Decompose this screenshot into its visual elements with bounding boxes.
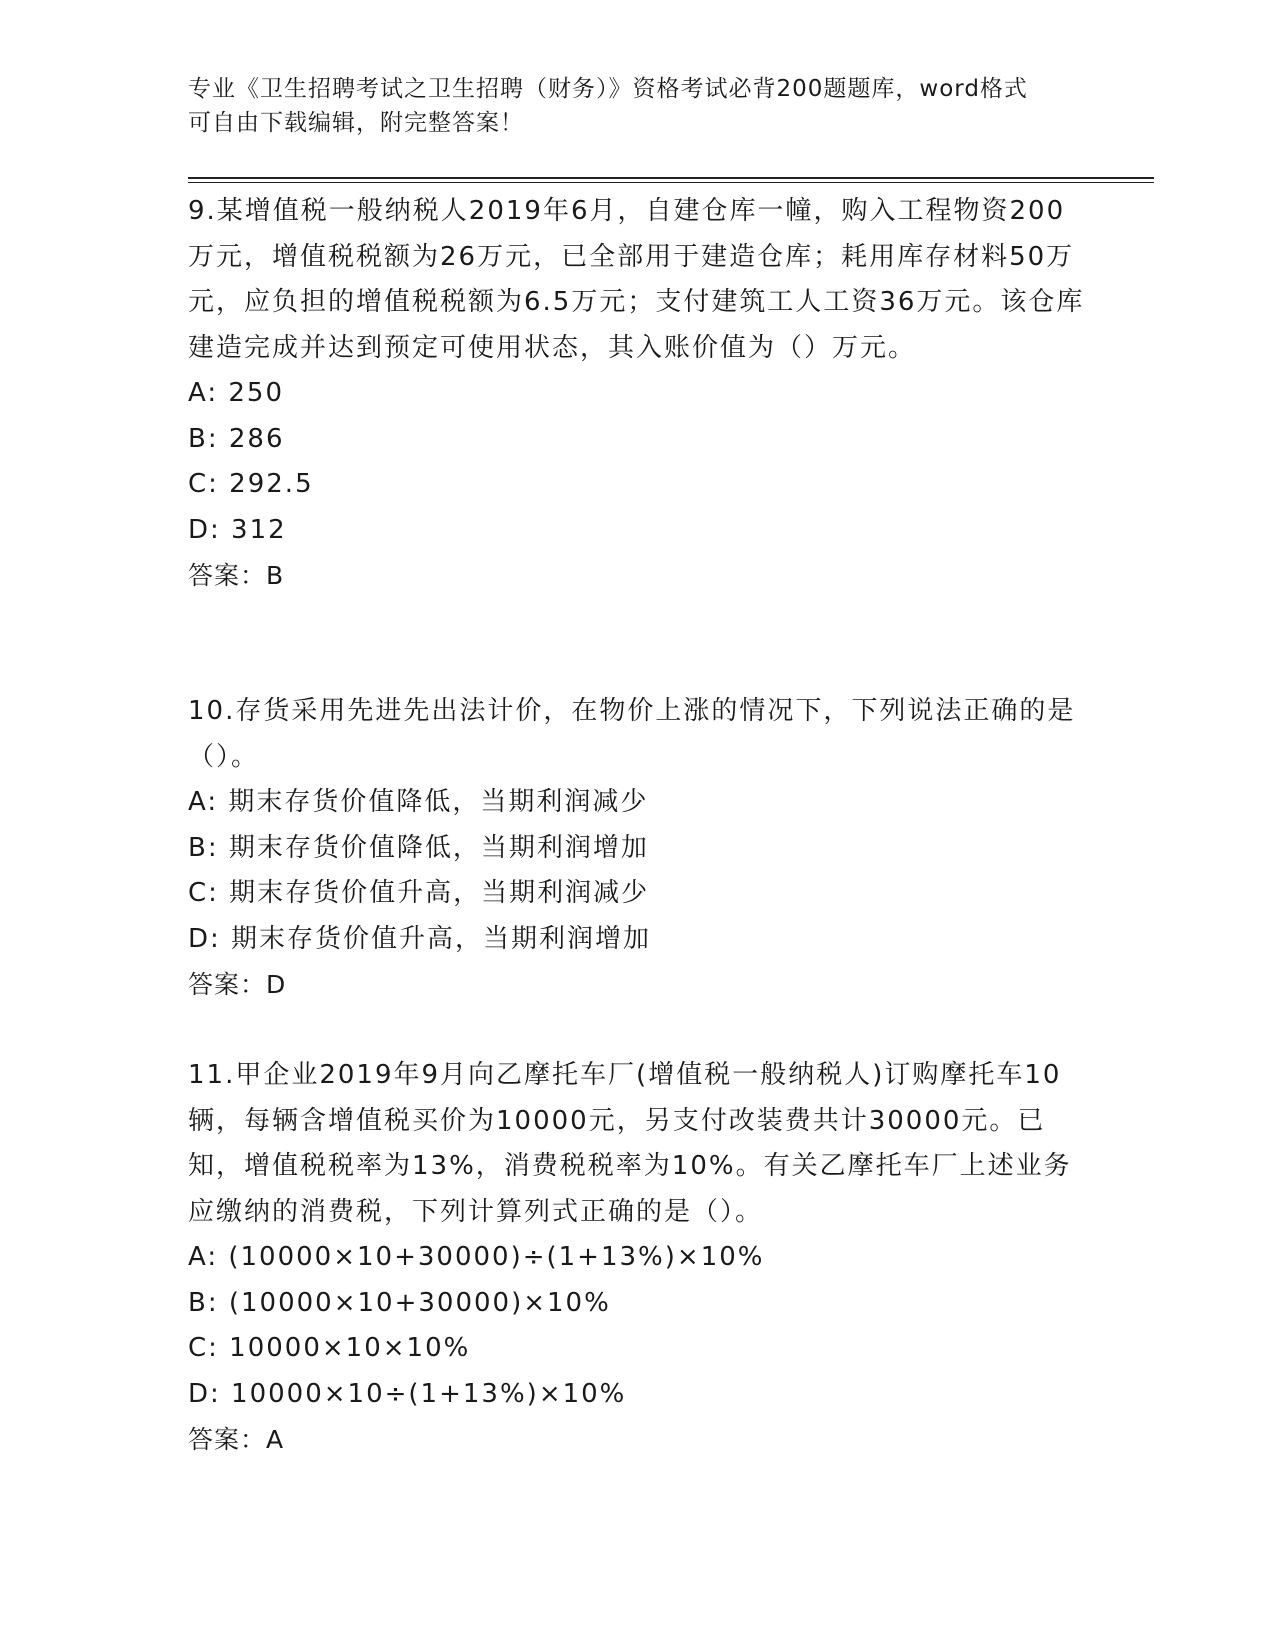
document-header [188,72,1088,140]
option-d: D: 312 [188,514,287,545]
answer: 答案：B [188,561,285,590]
option-a: A: (10000×10+30000)÷(1+13%)×10% [188,1242,765,1272]
option-c: C: 10000×10×10% [188,1333,471,1363]
header-line-1: 专业《卫生招聘考试之卫生招聘（财务）》资格考试必背200题题库，word格式 [188,76,1028,102]
option-d: D: 10000×10÷(1+13%)×10% [188,1378,627,1409]
question-11 [188,1053,1088,1463]
option-a: A: 250 [188,378,284,408]
question-stem: 9.某增值税一般纳税人2019年6月，自建仓库一幢，购入工程物资200万元，增值税税额为26万元，已全部用于建造仓库；耗用库存材料50万元，应负担的增值税税额为6.5万元；支付建筑工人工资36万元。该仓库建造完成并达到预定可使用状态，其入账价值为（）万元。 [188,196,1085,363]
question-stem: 10.存货采用先进先出法计价，在物价上涨的情况下，下列说法正确的是（）。 [188,696,1076,772]
question-stem: 11.甲企业2019年9月向乙摩托车厂(增值税一般纳税人)订购摩托车10辆，每辆含增值税买价为10000元，另支付改装费共计30000元。已知，增值税税率为13%，消费税税率为10%。有关乙摩托车厂上述业务应缴纳的消费税，下列计算列式正确的是（）。 [188,1060,1072,1227]
header-line-2: 可自由下载编辑，附完整答案！ [188,110,524,136]
option-c: C: 292.5 [188,469,314,499]
option-b: B: 286 [188,423,285,454]
answer: 答案：D [188,970,287,999]
header-divider-thick [188,177,1154,179]
option-b: B: 期末存货价值降低，当期利润增加 [188,832,649,863]
option-d: D: 期末存货价值升高，当期利润增加 [188,923,652,954]
header-divider-thin [188,182,1154,183]
question-10 [188,689,1088,1008]
option-a: A: 期末存货价值降低，当期利润减少 [188,787,649,817]
option-b: B: (10000×10+30000)×10% [188,1287,611,1318]
answer: 答案：A [188,1425,285,1454]
option-c: C: 期末存货价值升高，当期利润减少 [188,878,650,908]
question-9 [188,189,1088,599]
